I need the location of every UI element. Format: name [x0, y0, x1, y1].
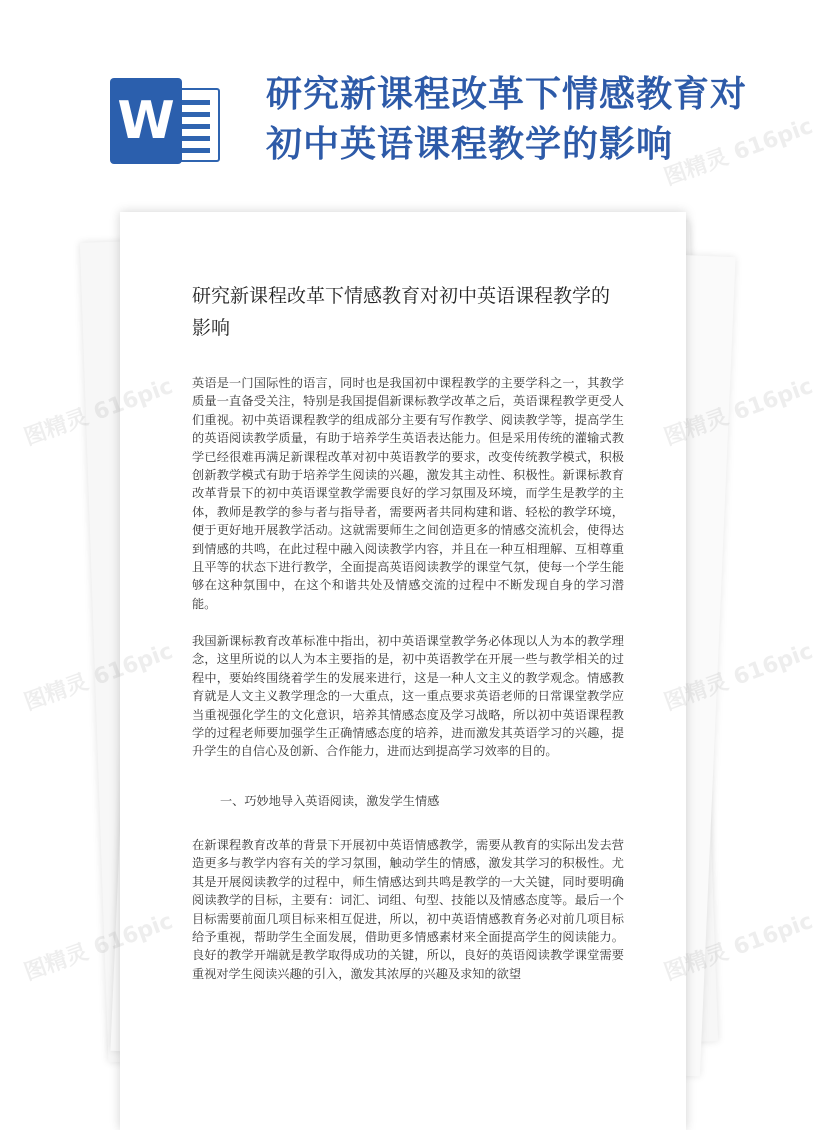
- paragraph-3: 在新课程教育改革的背景下开展初中英语情感教学，需要从教育的实际出发去营造更多与教学内容有关的学习氛围，触动学生的情感，激发其学习的积极性。尤其是开展阅读教学的过程中，师生情感达到共鸣是教学的一大关键，同时要明确阅读教学的目标，主要有：词汇、词组、句型、技能以及情感态度等。最后一个目标需要前面几项目标来相互促进，所以，初中英语情感教育务必对前几项目标给予重视，帮助学生全面发展，借助更多情感素材来全面提高学生的阅读能力。良好的教学开端就是教学取得成功的关键，所以，良好的英语阅读教学课堂需要重视对学生阅读兴趣的引入，激发其浓厚的兴趣及求知的欲望: [192, 838, 624, 981]
- banner-title: [266, 70, 786, 170]
- document-title: [192, 280, 632, 344]
- paragraph-1: 英语是一门国际性的语言，同时也是我国初中课程教学的主要学科之一，其教学质量一直备受关注，特别是我国提倡新课标教学改革之后，英语课程教学更受人们重视。初中英语课程教学的组成部分主要有写作教学、阅读教学等，提高学生的英语阅读教学质量，有助于培养学生英语表达能力。但是采用传统的灌输式教学已经很难再满足新课程改革对初中英语教学的要求，改变传统教学模式，积极创新教学模式有助于培养学生阅读的兴趣，激发其主动性、积极性。新课标教育改革背景下的初中英语课堂教学需要良好的学习氛围及环境，而学生是教学的主体，教师是教学的参与者与指导者，需要两者共同构建和谐、轻松的教学环境，便于更好地开展教学活动。这就需要师生之间创造更多的情感交流机会，使得达到情感的共鸣，在此过程中融入阅读教学内容，并且在一种互相理解、互相尊重且平等的状态下进行教学，全面提高英语阅读教学的课堂气氛，使每一个学生能够在这种氛围中，在这个和谐共处及情感交流的过程中不断发现自身的学习潜能。: [192, 376, 624, 611]
- banner-title-line1: 研究新课程改革下情感教育对: [266, 74, 748, 115]
- watermark: 图精灵 616pic: [661, 373, 817, 451]
- watermark: 图精灵: [21, 404, 92, 451]
- watermark: 图精灵 616pic: [661, 113, 817, 191]
- document-page: [120, 212, 686, 1130]
- word-logo-letter: W: [110, 78, 182, 164]
- document-title-line1: 研究新课程改革下情感教育对初中英语课程教学的: [192, 285, 611, 307]
- watermark: 图精灵 616pic: [661, 638, 817, 716]
- section-heading-1: 一、巧妙地导入英语阅读，激发学生情感: [220, 794, 440, 808]
- watermark: 图精灵 616pic: [661, 908, 817, 986]
- banner-title-line2: 初中英语课程教学的影响: [266, 124, 674, 165]
- watermark: 图精灵 616pic: [21, 908, 177, 986]
- word-document-icon: [104, 66, 224, 178]
- watermark: 图精灵: [21, 669, 92, 716]
- banner: [0, 0, 800, 210]
- document-title-line2: 影响: [192, 317, 231, 339]
- paragraph-2: 我国新课标教育改革标准中指出，初中英语课堂教学务必体现以人为本的教学理念，这里所说的以人为本主要指的是，初中英语教学在开展一些与教学相关的过程中，要始终围绕着学生的发展来进行，这是一种人文主义的教学观念。情感教育就是人文主义教学理念的一大重点，这一重点要求英语老师的日常课堂教学应当重视强化学生的文化意识，培养其情感态度及学习战略，所以初中英语课程教学的过程老师要加强学生正确情感态度的培养，进而激发其英语学习的兴趣，提升学生的自信心及创新、合作能力，进而达到提高学习效率的目的。: [192, 634, 624, 759]
